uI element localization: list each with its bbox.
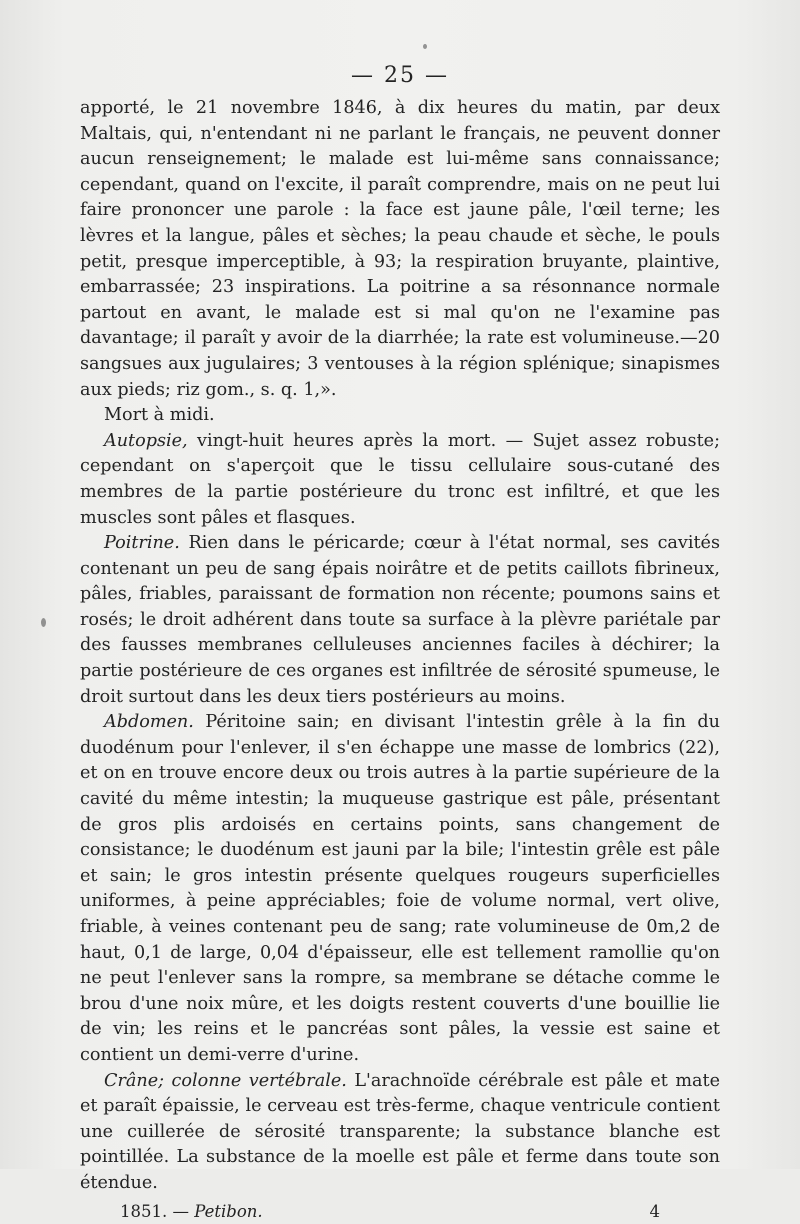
paragraph-poitrine <box>80 531 720 710</box>
page-number: — 25 — <box>351 63 449 88</box>
crane-text: L'arachnoïde cérébrale est pâle et mate et paraît épaissie, le cerveau est très-ferme, chaque ventricule contient une cuillerée de sérosité transparente; la substance blanche est pointillée. La substance de la moelle est pâle et ferme dans toute son étendue. <box>80 1070 720 1193</box>
signature-mark: 4 <box>649 1201 660 1221</box>
ink-speck <box>423 44 427 49</box>
poitrine-text: Rien dans le péricarde; cœur à l'état normal, ses cavités contenant un peu de sang épais noirâtre et de petits caillots fibrineux, pâles, friables, paraissant de formation non récente; poumons sains et rosés; le droit adhérent dans toute sa surface à la plèvre pariétale par des fausses membranes celluleuses anciennes faciles à déchirer; la partie postérieure de ces organes est infiltrée de sérosité spumeuse, le droit surtout dans les deux tiers postérieurs au moins. <box>80 533 720 707</box>
ink-speck <box>41 618 46 627</box>
crane-heading: Crâne; colonne vertébrale. <box>104 1070 347 1091</box>
paragraph-death: Mort à midi. <box>104 405 215 426</box>
paragraph-intro: apporté, le 21 novembre 1846, à dix heures du matin, par deux Maltais, qui, n'entendant ni ne parlant le français, ne peuvent donner aucun renseignement; le malade est lui-même sans connaissance; cependant, quand on l'excite, il paraît comprendre, mais on ne peut lui faire prononcer une parole : la face est jaune pâle, l'œil terne; les lèvres et la langue, pâles et sèches; la peau chaude et sèche, le pouls petit, presque imperceptible, à 93; la respiration bruyante, plaintive, embarrassée; 23 inspirations. La poitrine a sa résonnance normale partout en avant, le malade est si mal qu'on ne l'examine pas davantage; il paraît y avoir de la diarrhée; la rate est volumineuse.—20 sangsues aux jugulaires; 3 ventouses à la région splénique; sinapismes aux pieds; riz gom., s. q. 1,». <box>80 98 720 400</box>
paragraph-autopsie <box>80 429 720 531</box>
autopsie-text: vingt-huit heures après la mort. — Sujet assez robuste; cependant on s'aperçoit que le tissu cellulaire sous-cutané des membres de la partie postérieure du tronc est infiltré, et que les muscles sont pâles et flasques. <box>80 430 720 528</box>
footer-line <box>80 1199 720 1224</box>
abdomen-heading: Abdomen. <box>104 712 194 733</box>
paragraph-abdomen <box>80 710 720 1068</box>
citation-year: 1851. — <box>120 1201 189 1221</box>
abdomen-text: Péritoine sain; en divisant l'intestin grêle à la fin du duodénum pour l'enlever, il s'en échappe une masse de lombrics (22), et on en trouve encore deux ou trois autres à la partie supérieure de la cavité du même intestin; la muqueuse gastrique est pâle, présentant de gros plis ardoisés en certains points, sans changement de consistance; le duodénum est jauni par la bile; l'intestin grêle est pâle et sain; le gros intestin présente quelques rougeurs superficielles uniformes, à peine appréciables; foie de volume normal, vert olive, friable, à veines contenant peu de sang; rate volumineuse de 0m,2 de haut, 0,1 de large, 0,04 d'épaisseur, elle est tellement ramollie qu'on ne peut l'enlever sans la rompre, sa membrane se détache comme le brou d'une noix mûre, et les doigts restent couverts d'une bouillie lie de vin; les reins et le pancréas sont pâles, la vessie est saine et contient un demi-verre d'urine. <box>80 712 720 1065</box>
body-text <box>80 96 720 1224</box>
citation <box>120 1199 263 1224</box>
citation-author: Petibon. <box>194 1201 263 1221</box>
paragraph-crane <box>80 1069 720 1197</box>
autopsie-heading: Autopsie, <box>104 430 188 451</box>
poitrine-heading: Poitrine. <box>104 533 180 554</box>
